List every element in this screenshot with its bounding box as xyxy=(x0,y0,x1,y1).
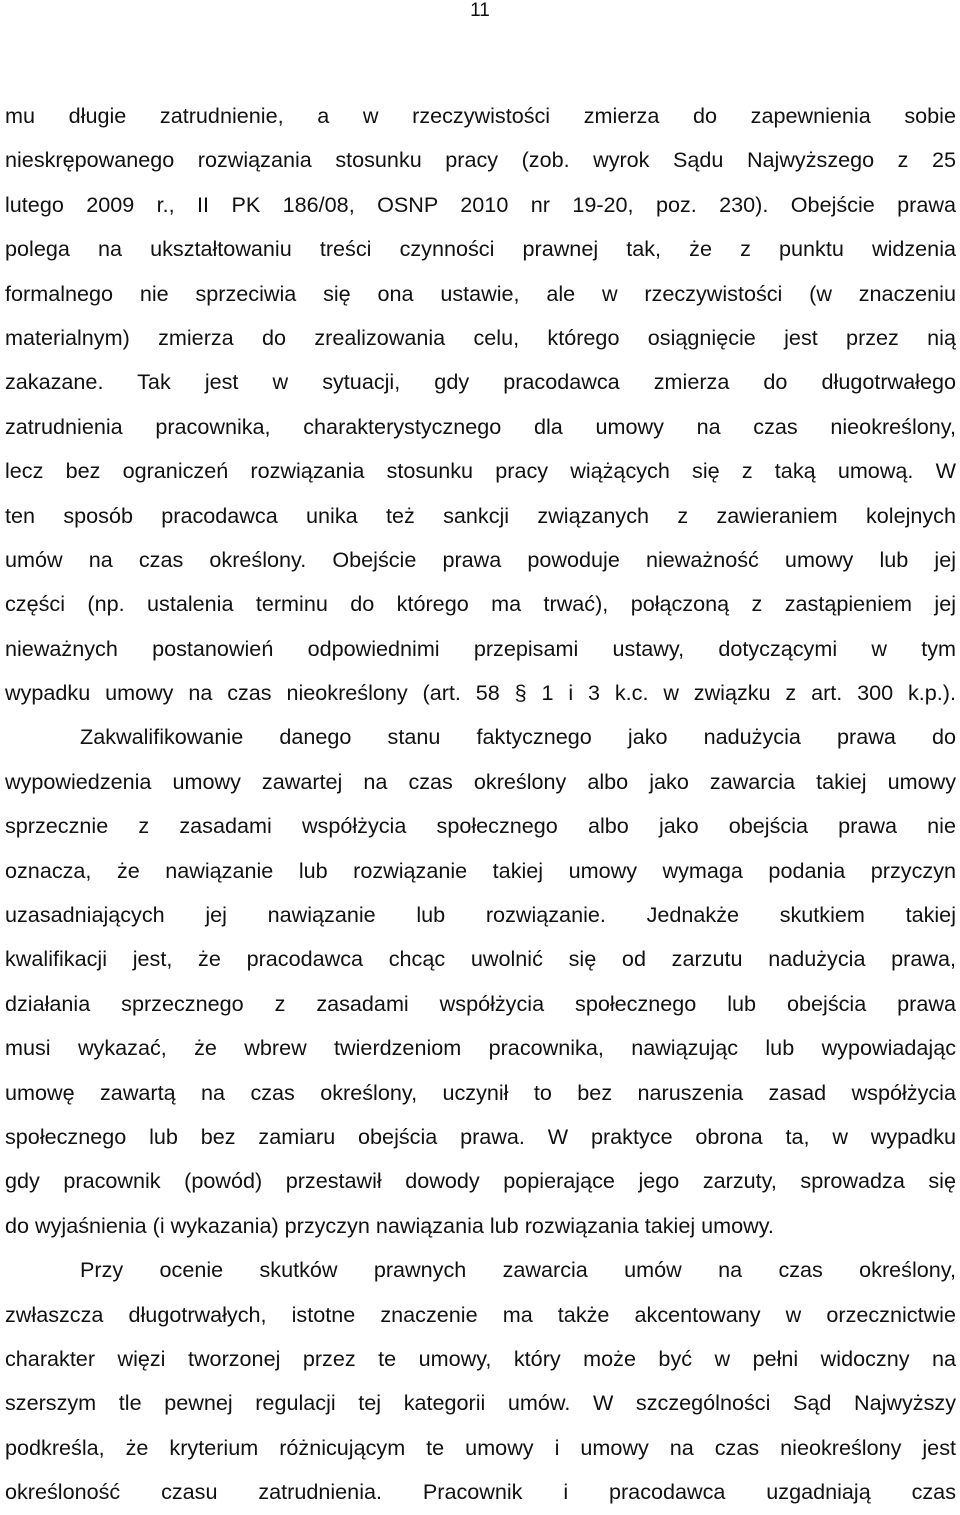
text-line: ten sposób pracodawca unika też sankcji związanych z zawieraniem kolejnych xyxy=(5,502,956,528)
paragraph-3 xyxy=(5,1248,956,1514)
text-line: zwłaszcza długotrwałych, istotne znaczenie ma także akcentowany w orzecznictwie xyxy=(5,1301,956,1327)
text-line: mu długie zatrudnienie, a w rzeczywistości zmierza do zapewnienia sobie xyxy=(5,103,956,128)
text-line: wypadku umowy na czas nieokreślony (art. 58 § 1 i 3 k.c. w związku z art. 300 k.p.). xyxy=(5,680,956,706)
text-line: sprzecznie z zasadami współżycia społecznego albo jako obejścia prawa nie xyxy=(5,813,956,839)
text-line: szerszym tle pewnej regulacji tej kategorii umów. W szczególności Sąd Najwyższy xyxy=(5,1390,956,1416)
text-line: formalnego nie sprzeciwia się ona ustawie, ale w rzeczywistości (w znaczeniu xyxy=(5,280,956,306)
paragraph-1 xyxy=(5,94,956,715)
text-line: lutego 2009 r., II PK 186/08, OSNP 2010 nr 19-20, poz. 230). Obejście prawa xyxy=(5,191,956,217)
text-line: kwalifikacji jest, że pracodawca chcąc uwolnić się od zarzutu nadużycia prawa, xyxy=(5,946,956,972)
text-line: polega na ukształtowaniu treści czynności prawnej tak, że z punktu widzenia xyxy=(5,236,956,262)
document-body xyxy=(5,94,956,1515)
text-line: materialnym) zmierza do zrealizowania celu, którego osiągnięcie jest przez nią xyxy=(5,324,956,350)
text-line: działania sprzecznego z zasadami współżycia społecznego lub obejścia prawa xyxy=(5,990,956,1016)
text-line: nieskrępowanego rozwiązania stosunku pracy (zob. wyrok Sądu Najwyższego z 25 xyxy=(5,147,956,173)
text-line: Zakwalifikowanie danego stanu faktycznego jako nadużycia prawa do xyxy=(80,724,956,750)
text-line: umów na czas określony. Obejście prawa powoduje nieważność umowy lub jej xyxy=(5,546,956,572)
text-line: lecz bez ograniczeń rozwiązania stosunku pracy wiążących się z taką umową. W xyxy=(5,458,956,484)
text-line: charakter więzi tworzonej przez te umowy, który może być w pełni widoczny na xyxy=(5,1345,956,1371)
text-line: podkreśla, że kryterium różnicującym te umowy i umowy na czas nieokreślony jest xyxy=(5,1434,956,1460)
text-line: nieważnych postanowień odpowiednimi przepisami ustawy, dotyczącymi w tym xyxy=(5,635,956,661)
text-line: zakazane. Tak jest w sytuacji, gdy pracodawca zmierza do długotrwałego xyxy=(5,369,956,395)
text-line: zatrudnienia pracownika, charakterystycznego dla umowy na czas nieokreślony, xyxy=(5,413,956,439)
paragraph-2 xyxy=(5,715,956,1248)
text-line: oznacza, że nawiązanie lub rozwiązanie takiej umowy wymaga podania przyczyn xyxy=(5,857,956,883)
text-line: Przy ocenie skutków prawnych zawarcia umów na czas określony, xyxy=(80,1257,956,1283)
text-line: gdy pracownik (powód) przestawił dowody popierające jego zarzuty, sprowadza się xyxy=(5,1168,956,1194)
page-number: 11 xyxy=(470,0,490,21)
text-line: musi wykazać, że wbrew twierdzeniom pracownika, nawiązując lub wypowiadając xyxy=(5,1035,956,1061)
text-line: uzasadniających jej nawiązanie lub rozwiązanie. Jednakże skutkiem takiej xyxy=(5,902,956,928)
text-line: społecznego lub bez zamiaru obejścia prawa. W praktyce obrona ta, w wypadku xyxy=(5,1123,956,1149)
text-line: do wyjaśnienia (i wykazania) przyczyn nawiązania lub rozwiązania takiej umowy. xyxy=(5,1212,774,1238)
text-line: wypowiedzenia umowy zawartej na czas określony albo jako zawarcia takiej umowy xyxy=(5,768,956,794)
text-line: umowę zawartą na czas określony, uczynił to bez naruszenia zasad współżycia xyxy=(5,1079,956,1105)
text-line: określoność czasu zatrudnienia. Pracownik i pracodawca uzgadniają czas xyxy=(5,1479,956,1505)
text-line: części (np. ustalenia terminu do którego ma trwać), połączoną z zastąpieniem jej xyxy=(5,591,956,617)
